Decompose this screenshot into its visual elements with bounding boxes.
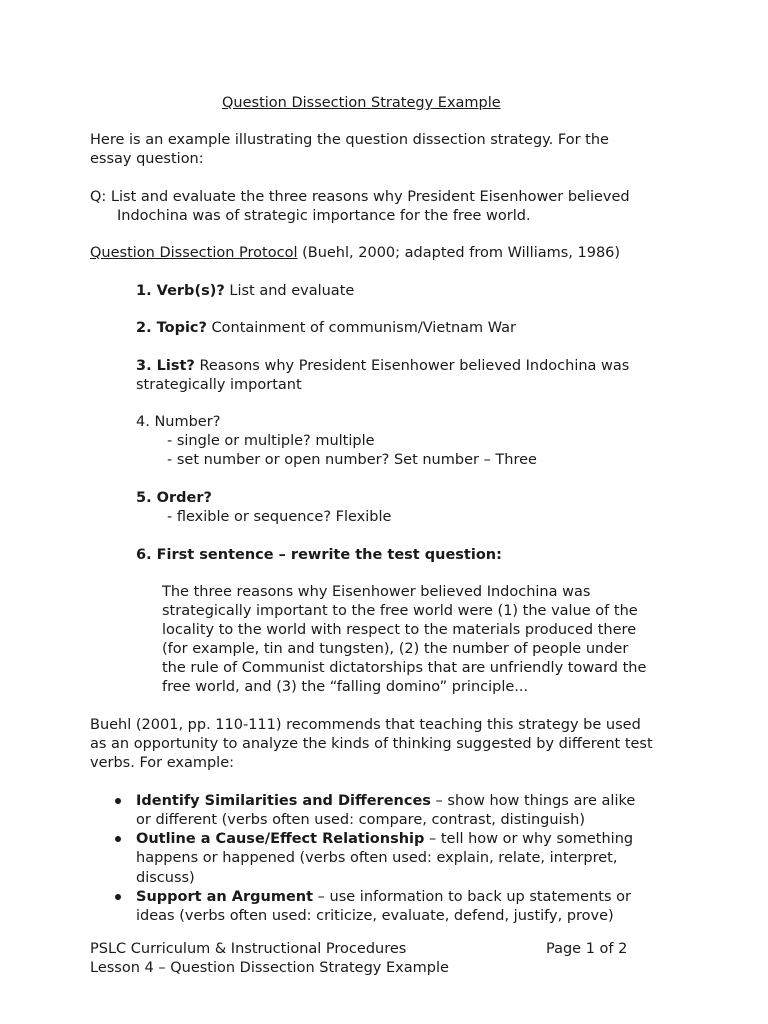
bullet-icon — [115, 894, 121, 900]
step-list — [136, 357, 629, 376]
bullet-1-line-2: or different (verbs often used: compare, contrast, distinguish) — [136, 812, 585, 828]
bullet-3-bold: Support an Argument — [136, 889, 314, 905]
bullet-2-line-1 — [136, 830, 633, 849]
buehl-line-1: Buehl (2001, pp. 110-111) recommends that teaching this strategy be used — [90, 717, 641, 733]
step-verb-label: 1. Verb(s)? — [136, 283, 225, 299]
intro-line-2: essay question: — [90, 151, 204, 167]
footer-left-2: Lesson 4 – Question Dissection Strategy Example — [90, 960, 449, 976]
bullet-2-line-3: discuss) — [136, 870, 195, 886]
question-line-2: Indochina was of strategic importance for the free world. — [117, 208, 531, 224]
buehl-line-2: as an opportunity to analyze the kinds of thinking suggested by different test — [90, 736, 653, 752]
answer-line-2: strategically important to the free world were (1) the value of the — [162, 603, 638, 619]
step-order-sub-1: - flexible or sequence? Flexible — [167, 509, 392, 525]
protocol-citation: (Buehl, 2000; adapted from Williams, 1986) — [297, 245, 621, 261]
bullet-3-rest: – use information to back up statements or — [313, 889, 631, 905]
bullet-2-rest: – tell how or why something — [424, 831, 634, 847]
bullet-3-line-2: ideas (verbs often used: criticize, evaluate, defend, justify, prove) — [136, 908, 614, 924]
bullet-2-bold: Outline a Cause/Effect Relationship — [136, 831, 425, 847]
protocol-heading: Question Dissection Protocol — [90, 245, 298, 261]
answer-line-6: free world, and (3) the “falling domino” principle... — [162, 679, 529, 695]
footer-page-number: Page 1 of 2 — [546, 941, 628, 957]
step-list-value: Reasons why President Eisenhower believed Indochina was — [194, 358, 630, 374]
bullet-1-line-1 — [136, 792, 635, 811]
step-first-sentence-label: 6. First sentence – rewrite the test question: — [136, 547, 502, 563]
bullet-icon — [115, 798, 121, 804]
answer-line-3: locality to the world with respect to the materials produced there — [162, 622, 637, 638]
footer-left-1: PSLC Curriculum & Instructional Procedures — [90, 941, 407, 957]
step-topic-label: 2. Topic? — [136, 320, 207, 336]
step-list-label: 3. List? — [136, 358, 195, 374]
step-number-sub-1: - single or multiple? multiple — [167, 433, 375, 449]
step-order-label: 5. Order? — [136, 490, 212, 506]
answer-line-5: the rule of Communist dictatorships that are unfriendly toward the — [162, 660, 647, 676]
step-number-label: 4. Number? — [136, 414, 221, 430]
bullet-1-bold: Identify Similarities and Differences — [136, 793, 431, 809]
step-verb — [136, 282, 354, 301]
intro-line-1: Here is an example illustrating the question dissection strategy. For the — [90, 132, 609, 148]
page-title: Question Dissection Strategy Example — [222, 95, 501, 111]
step-topic — [136, 319, 516, 338]
buehl-line-3: verbs. For example: — [90, 755, 235, 771]
step-number-sub-2: - set number or open number? Set number – Three — [167, 452, 537, 468]
step-list-value-2: strategically important — [136, 377, 302, 393]
protocol-line — [90, 244, 620, 263]
step-topic-value: Containment of communism/Vietnam War — [206, 320, 517, 336]
bullet-icon — [115, 836, 121, 842]
bullet-3-line-1 — [136, 888, 631, 907]
bullet-1-rest: – show how things are alike — [430, 793, 636, 809]
step-verb-value: List and evaluate — [224, 283, 355, 299]
bullet-2-line-2: happens or happened (verbs often used: explain, relate, interpret, — [136, 850, 618, 866]
question-line-1: Q: List and evaluate the three reasons why President Eisenhower believed — [90, 189, 630, 205]
answer-line-4: (for example, tin and tungsten), (2) the number of people under — [162, 641, 629, 657]
answer-line-1: The three reasons why Eisenhower believed Indochina was — [162, 584, 591, 600]
